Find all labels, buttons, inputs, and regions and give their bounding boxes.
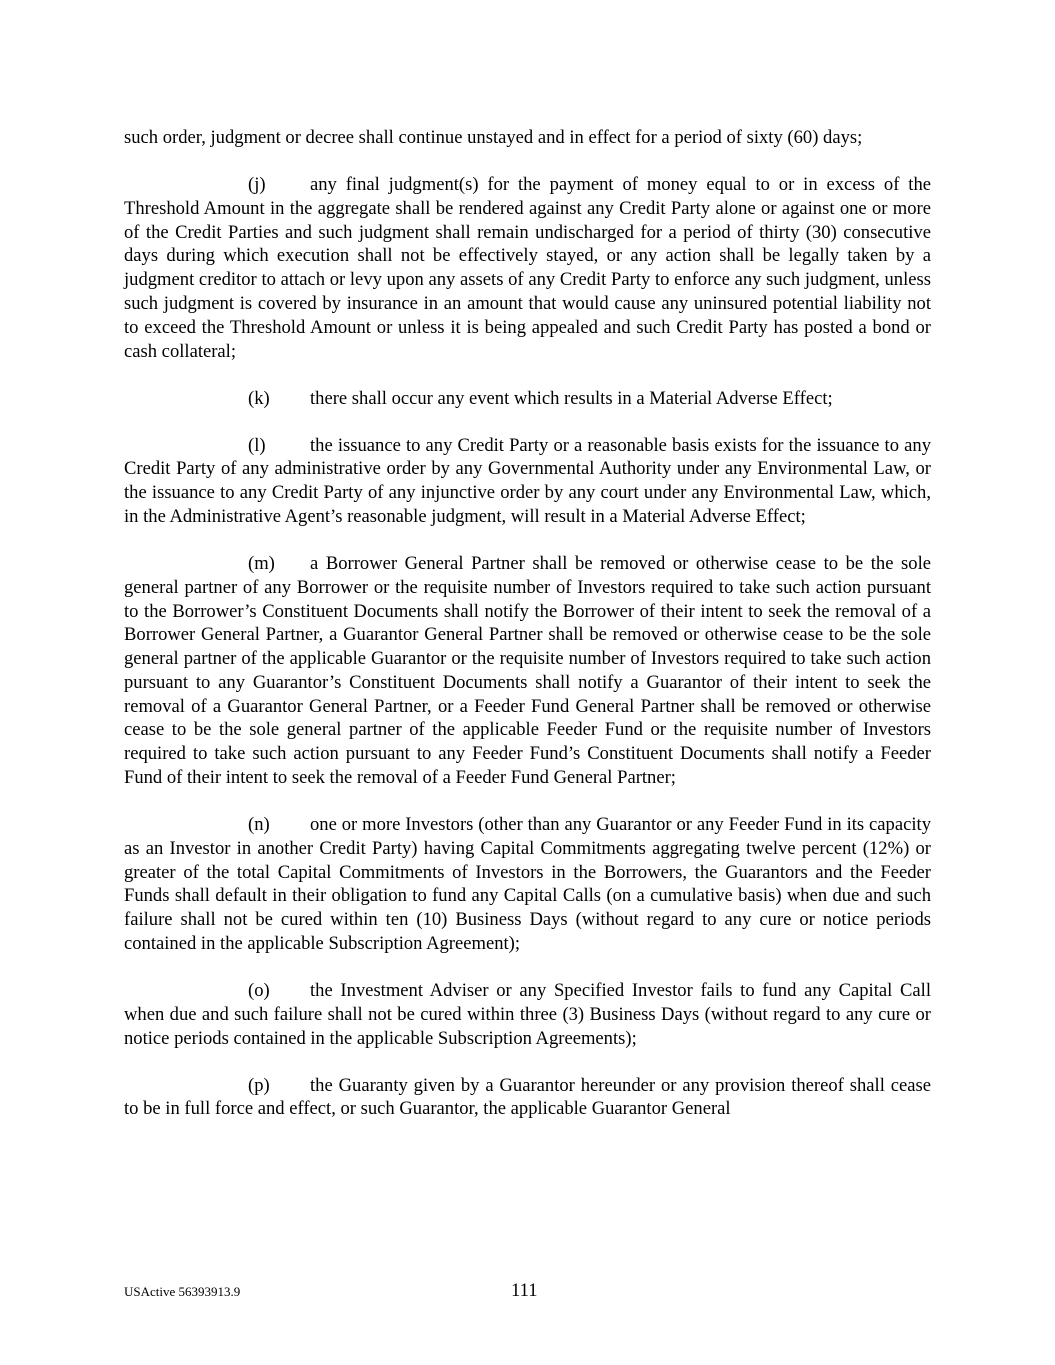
- paragraph-p: [124, 1074, 931, 1122]
- footer-page-number: 111: [511, 1280, 538, 1301]
- paragraph-text: the issuance to any Credit Party or a reasonable basis exists for the issuance to any Credit Party of any administrative order by any Governmental Authority under any Environmental Law, or the issuance to any Credit Party of any injunctive order by any court under any Environmental Law, which, in the Administrative Agent’s reasonable judgment, will result in a Material Adverse Effect;: [124, 434, 931, 527]
- paragraph-label: (p): [248, 1074, 270, 1096]
- paragraph-label: (m): [248, 552, 275, 574]
- paragraph-label: (n): [248, 814, 270, 836]
- paragraph-text: any final judgment(s) for the payment of money equal to or in excess of the Threshold Amount in the aggregate shall be rendered against any Credit Party alone or against one or more of the Credit Parties and such judgment shall remain undischarged for a period of thirty (30) consecutive days during which execution shall not be effectively stayed, or any action shall be legally taken by a judgment creditor to attach or levy upon any assets of any Credit Party to enforce any such judgment, unless such judgment is covered by insurance in an amount that would cause any uninsured potential liability not to exceed the Threshold Amount or unless it is being appealed and such Credit Party has posted a bond or cash collateral;: [124, 173, 931, 362]
- paragraph-label: (k): [248, 387, 270, 409]
- footer-doc-id: USActive 56393913.9: [124, 1284, 241, 1299]
- document-body: [124, 126, 931, 1144]
- paragraph-m: [124, 552, 931, 790]
- paragraph-l: [124, 434, 931, 529]
- paragraph-j: [124, 173, 931, 363]
- paragraph-n: [124, 813, 931, 956]
- paragraph-label: (j): [248, 173, 266, 195]
- paragraph-k: [124, 387, 931, 411]
- paragraph-text: such order, judgment or decree shall continue unstayed and in effect for a period of sixty (60) days;: [124, 127, 863, 148]
- paragraph-text: there shall occur any event which results in a Material Adverse Effect;: [310, 387, 833, 409]
- paragraph-text: one or more Investors (other than any Guarantor or any Feeder Fund in its capacity as an Investor in another Credit Party) having Capital Commitments aggregating twelve percent (12%) or greater of the total Capital Commitments of Investors in the Borrowers, the Guarantors and the Feeder Funds shall default in their obligation to fund any Capital Calls (on a cumulative basis) when due and such failure shall not be cured within ten (10) Business Days (without regard to any cure or notice periods contained in the applicable Subscription Agreement);: [124, 814, 931, 955]
- paragraph-text: a Borrower General Partner shall be removed or otherwise cease to be the sole general partner of any Borrower or the requisite number of Investors required to take such action pursuant to the Borrower’s Constituent Documents shall notify the Borrower of their intent to seek the removal of a Borrower General Partner, a Guarantor General Partner shall be removed or otherwise cease to be the sole general partner of the applicable Guarantor or the requisite number of Investors required to take such action pursuant to any Guarantor’s Constituent Documents shall notify a Guarantor of their intent to seek the removal of a Guarantor General Partner, or a Feeder Fund General Partner shall be removed or otherwise cease to be the sole general partner of the applicable Feeder Fund or the requisite number of Investors required to take such action pursuant to any Feeder Fund’s Constituent Documents shall notify a Feeder Fund of their intent to seek the removal of a Feeder Fund General Partner;: [124, 552, 931, 789]
- paragraph-label: (l): [248, 434, 266, 456]
- paragraph-continuation: [124, 126, 931, 150]
- paragraph-text: the Investment Adviser or any Specified Investor fails to fund any Capital Call when due and such failure shall not be cured within three (3) Business Days (without regard to any cure or notice periods contained in the applicable Subscription Agreements);: [124, 980, 931, 1049]
- paragraph-label: (o): [248, 980, 270, 1002]
- paragraph-o: [124, 979, 931, 1050]
- paragraph-text: the Guaranty given by a Guarantor hereunder or any provision thereof shall cease to be in full force and effect, or such Guarantor, the applicable Guarantor General: [124, 1074, 931, 1120]
